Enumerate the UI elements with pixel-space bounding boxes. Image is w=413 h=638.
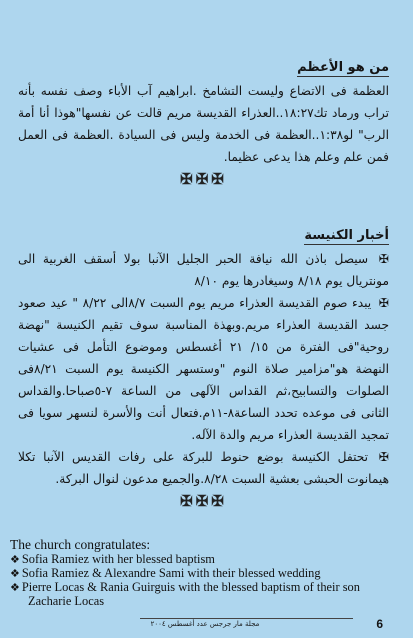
greatness-paragraph: العظمة فى الاتضاع وليست التشامخ .ابراهيم آب الأباء وصف نفسه بأنه تراب ورماد تك١٨:٢٧..العذراء القديسة مريم قالت عن نفسها"هوذا أنا أمة الرب" لو١:٣٨..العظمة فى الخدمة وليس فى السيادة .العظمة فى العمل فمن علم وعلم هذا يدعى عظيما.	[18, 84, 390, 164]
news-text: تحتفل الكنيسة بوضع حنوط للبركة على رفات القديس الآنبا تكلا هيمانوت الحبشى بعشية السبت ٨/٢٨.والجميع مدعون لنوال البركة.	[18, 450, 389, 486]
cross-divider: ✠✠✠	[180, 492, 227, 510]
news-item	[18, 446, 389, 490]
news-text: سيصل باذن الله نيافة الحبر الجليل الآنبا بولا أسقف الغربية الى مونتريال يوم ٨/١٨ وسيغادرها يوم ٨/١٠	[18, 252, 389, 288]
cross-bullet-icon: ✠	[378, 252, 389, 266]
cross-divider: ✠✠✠	[180, 170, 227, 188]
footer-divider	[140, 618, 353, 619]
congratulations-title: The church congratulates:	[10, 537, 151, 552]
cross-bullet-icon: ✠	[378, 450, 389, 464]
congratulation-item: ❖ Sofia Ramiez & Alexandre Sami with their blessed wedding	[10, 566, 321, 580]
diamond-bullet-icon: ❖	[10, 554, 20, 566]
congratulation-continuation: Zacharie Locas	[28, 594, 105, 608]
page-number: 6	[376, 617, 383, 631]
congratulation-item: ❖ Pierre Locas & Rania Guirguis with the blessed baptism of their son	[10, 580, 360, 594]
greatness-section	[18, 80, 389, 192]
diamond-bullet-icon: ❖	[10, 568, 20, 580]
news-item	[18, 248, 389, 292]
news-item	[18, 292, 389, 446]
diamond-bullet-icon: ❖	[10, 582, 20, 594]
cross-bullet-icon: ✠	[378, 296, 389, 310]
page-footer	[0, 614, 413, 634]
congratulation-item: ❖ Sofia Ramiez with her blessed baptism	[10, 552, 215, 566]
footer-text: مجلة مار جرجس عدد أغسطس ٢٠٠٤	[150, 620, 260, 628]
church-news-section	[18, 248, 389, 514]
section-heading-greatness: من هو الأعظم	[297, 60, 389, 75]
news-text: يبدء صوم القديسة العذراء مريم يوم السبت ٨/٧الى ٨/٢٢ " عيد صعود جسد القديسة العذراء مريم.وبهذة المناسبة سوف تقيم الكنيسة "نهضة روحية"فى الفترة من ١٥/ ٢١ أغسطس وموضوع التأمل فى عشيات النهضة هو"مزامير صلاة النوم "وستسهر الكنيسة يوم السبت ٨/٢١فى الصلوات والتسابيح،ثم القداس الآلهى من الساعة ٧-٥صباحا.والقداس الثانى فى موعده تحدد الساعة٨-١١م.فتعال أنت والأسرة لنسهر سويا فى تمجيد القديسة العذراء مريم والدة الآله.	[18, 296, 390, 442]
section-heading-church-news: أخبار الكنيسة	[304, 228, 389, 243]
congratulations-section	[10, 538, 405, 608]
